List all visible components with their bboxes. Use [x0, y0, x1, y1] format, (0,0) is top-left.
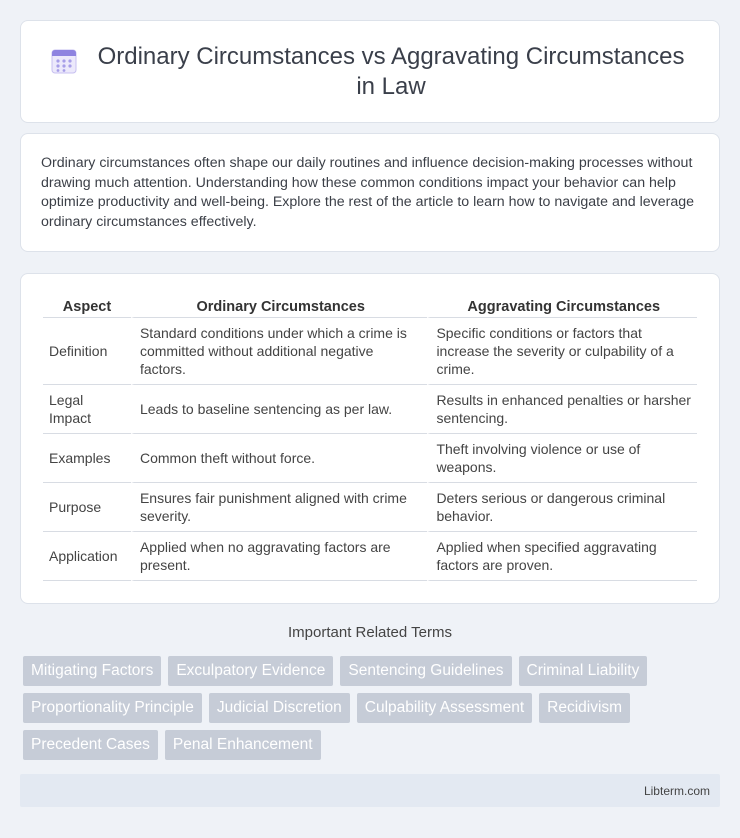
comparison-table — [43, 294, 697, 581]
table-row — [43, 483, 697, 532]
related-term-tag[interactable]: Precedent Cases — [23, 730, 158, 760]
intro-text: Ordinary circumstances often shape our daily routines and influence decision-making processes without drawing much attention. Understanding how these common conditions impact your behavior can help optimize productivity and well-being. Explore the rest of the article to learn how to navigate and leverage ordinary circumstances effectively. — [41, 155, 694, 230]
table-header-row — [43, 294, 697, 318]
footer — [20, 774, 720, 807]
row-aggravating: Applied when specified aggravating factors are proven. — [427, 532, 697, 581]
title-card — [20, 20, 720, 123]
related-term-tag[interactable]: Exculpatory Evidence — [168, 656, 333, 686]
page-title: Ordinary Circumstances vs Aggravating Circumstances in Law — [97, 42, 685, 100]
related-term-tag[interactable]: Mitigating Factors — [23, 656, 161, 686]
related-term-tag[interactable]: Judicial Discretion — [209, 693, 350, 723]
row-ordinary: Common theft without force. — [131, 434, 427, 483]
row-aspect: Purpose — [43, 483, 131, 532]
table-row — [43, 318, 697, 385]
table-row — [43, 385, 697, 434]
row-ordinary: Standard conditions under which a crime is committed without additional negative factors. — [131, 318, 427, 385]
related-term-tag[interactable]: Culpability Assessment — [357, 693, 532, 723]
row-aspect: Legal Impact — [43, 385, 131, 434]
related-term-tag[interactable]: Recidivism — [539, 693, 630, 723]
header-aspect: Aspect — [43, 294, 131, 318]
footer-site-link[interactable]: Libterm.com — [643, 783, 710, 798]
calendar-icon — [49, 46, 79, 76]
related-terms-title: Important Related Terms — [288, 624, 452, 641]
related-term-tag[interactable]: Penal Enhancement — [165, 730, 321, 760]
row-aggravating: Theft involving violence or use of weapons. — [427, 434, 697, 483]
comparison-table-card — [20, 273, 720, 604]
row-ordinary: Leads to baseline sentencing as per law. — [131, 385, 427, 434]
table-row — [43, 532, 697, 581]
row-ordinary: Applied when no aggravating factors are present. — [131, 532, 427, 581]
row-ordinary: Ensures fair punishment aligned with crime severity. — [131, 483, 427, 532]
table-row — [43, 434, 697, 483]
intro-card — [20, 133, 720, 252]
related-term-tag[interactable]: Proportionality Principle — [23, 693, 202, 723]
row-aggravating: Specific conditions or factors that increase the severity or culpability of a crime. — [427, 318, 697, 385]
title-wrap — [49, 42, 691, 102]
row-aggravating: Deters serious or dangerous criminal behavior. — [427, 483, 697, 532]
related-term-tag[interactable]: Sentencing Guidelines — [340, 656, 511, 686]
row-aspect: Application — [43, 532, 131, 581]
related-term-tag[interactable]: Criminal Liability — [519, 656, 648, 686]
related-terms-list — [23, 656, 723, 760]
row-aspect: Examples — [43, 434, 131, 483]
row-aspect: Definition — [43, 318, 131, 385]
header-ordinary: Ordinary Circumstances — [131, 294, 427, 318]
header-aggravating: Aggravating Circumstances — [427, 294, 697, 318]
row-aggravating: Results in enhanced penalties or harsher sentencing. — [427, 385, 697, 434]
